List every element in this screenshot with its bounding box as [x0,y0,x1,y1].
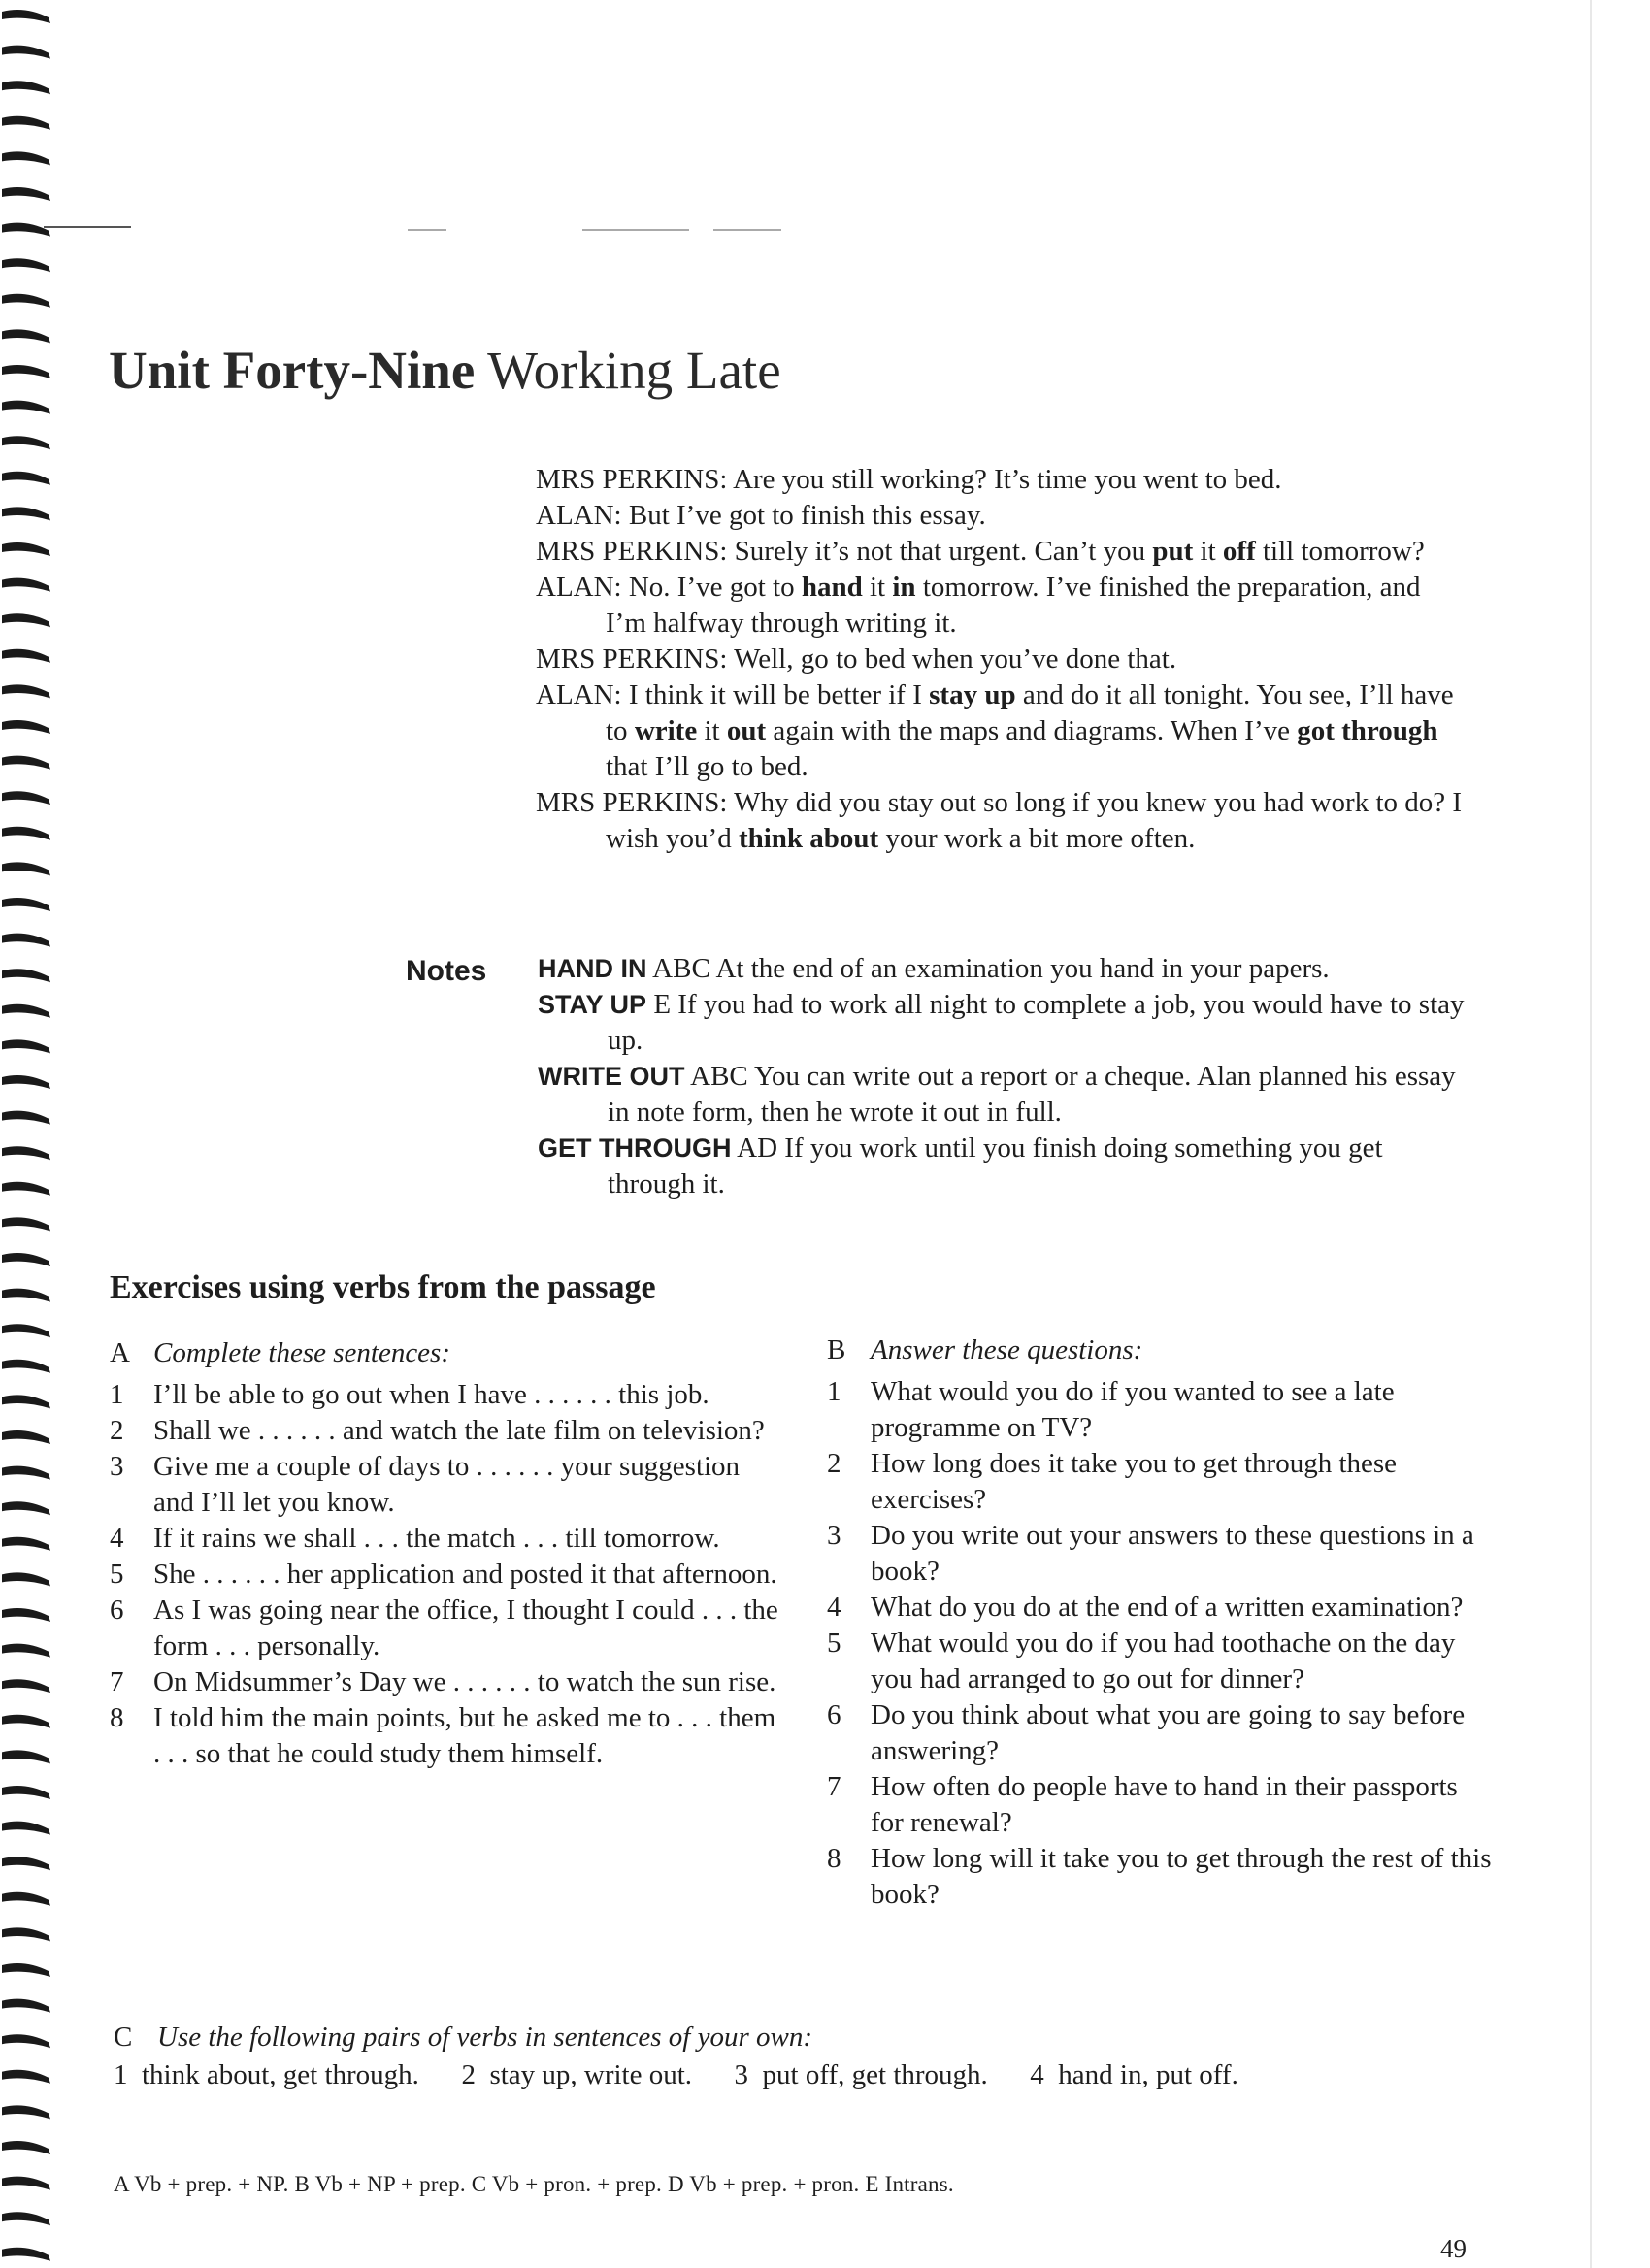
spiral-coil [2,116,50,130]
speaker-name: ALAN: [536,500,622,531]
note-text: If you had to work all night to complete a job, you would have to stay up. [608,989,1465,1056]
dialogue-text: again with the maps and diagrams. When I’ve [766,715,1298,746]
spiral-coil [2,898,50,911]
note-verb: GET THROUGH [538,1134,732,1163]
spiral-coil [2,791,50,805]
phrasal-verb-highlight: out [726,715,767,746]
speaker-name: ALAN: [536,679,622,710]
item-text: What would you do if you wanted to see a late programme on TV? [871,1376,1395,1443]
dialogue-turn [536,462,1468,498]
exercise-item [827,1446,1497,1518]
spiral-coil [2,2070,50,2084]
section-letter: C [114,2021,133,2053]
item-number: 7 [110,1666,124,1697]
spiral-coil [2,2034,50,2048]
dialogue-turn [536,534,1468,570]
spiral-coil [2,1750,50,1763]
pair-number: 2 [461,2059,476,2090]
item-number: 5 [827,1627,842,1659]
spiral-coil [2,1146,50,1160]
spiral-coil [2,1715,50,1728]
note-text: At the end of an examination you hand in your papers. [715,953,1330,984]
spiral-coil [2,436,50,449]
spiral-coil [2,2105,50,2119]
note-codes: AD [737,1133,778,1164]
pair-text: stay up, write out. [489,2059,693,2090]
item-text: If it rains we shall . . . the match . . . till tomorrow. [153,1523,720,1554]
dialogue-text: But I’ve got to finish this essay. [628,500,986,531]
item-text: I’ll be able to go out when I have . . . . . . this job. [153,1379,710,1410]
item-text: How long will it take you to get through the rest of this book? [871,1843,1492,1910]
spiral-coil [2,1537,50,1551]
exercises-heading: Exercises using verbs from the passage [110,1269,656,1305]
scan-mark [408,229,446,231]
note-verb: STAY UP [538,990,647,1019]
spiral-coil [2,1466,50,1480]
spiral-coil [2,401,50,414]
note-codes: E [653,989,672,1020]
spiral-coil [2,46,50,59]
dialogue-text: Surely it’s not that urgent. Can’t you [734,536,1153,567]
item-text: Do you think about what you are going to say before answering? [871,1699,1466,1766]
item-text: I told him the main points, but he asked me to . . . them . . . so that he could study them himself. [153,1702,776,1769]
note-codes: ABC [652,953,710,984]
spiral-coil [2,1786,50,1799]
dialogue-text: and do it all tonight. You see, I’ll have to [606,679,1454,746]
dialogue-text: No. I’ve got to [628,572,802,603]
spiral-coil [2,1360,50,1373]
item-text: Give me a couple of days to . . . . . . your suggestion and I’ll let you know. [153,1451,741,1518]
spiral-coil [2,151,50,165]
exercise-item [110,1593,779,1664]
item-number: 3 [110,1451,124,1482]
spiral-coil [2,2141,50,2154]
spiral-coil [2,934,50,947]
pair-text: put off, get through. [762,2059,988,2090]
section-instruction: Answer these questions: [871,1334,1143,1365]
item-text: Shall we . . . . . . and watch the late film on television? [153,1415,765,1446]
page-number: 49 [1440,2234,1467,2263]
dialogue-text: it [697,715,727,746]
exercise-item [110,1449,779,1521]
spiral-binding [0,0,60,2268]
item-number: 1 [110,1379,124,1410]
section-c-header [114,2019,1472,2056]
spiral-coil [2,827,50,840]
spiral-coil [2,1075,50,1089]
item-number: 2 [110,1415,124,1446]
exercise-item [827,1841,1497,1913]
section-b-header [827,1332,1497,1368]
note-codes: ABC [690,1061,748,1092]
spiral-coil [2,329,50,343]
item-number: 6 [110,1594,124,1626]
verb-pair [461,2059,692,2090]
dialogue-turn [536,785,1468,857]
pair-number: 1 [114,2059,128,2090]
item-text: How often do people have to hand in their passports for renewal? [871,1771,1458,1838]
verb-pairs [114,2056,1472,2094]
scan-mark [713,229,781,231]
pair-text: hand in, put off. [1058,2059,1238,2090]
spiral-coil [2,187,50,201]
notes-list [538,951,1469,1202]
spiral-coil [2,862,50,875]
dialogue-turn [536,498,1468,534]
note-verb: WRITE OUT [538,1062,685,1091]
dialogue-text: tomorrow. I’ve finished the preparation, and I’m halfway through writing it. [606,572,1421,639]
spiral-coil [2,1253,50,1266]
scan-mark [582,229,689,231]
speaker-name: MRS PERKINS: [536,787,728,818]
spiral-coil [2,542,50,556]
phrasal-verb-highlight: in [892,572,916,603]
item-number: 5 [110,1559,124,1590]
spiral-coil [2,613,50,627]
note-text: You can write out a report or a cheque. Alan planned his essay in note form, then he wrote it out in full. [608,1061,1456,1128]
spiral-coil [2,1111,50,1125]
dialogue-passage [536,462,1468,857]
spiral-coil [2,1927,50,1941]
dialogue-turn [536,677,1468,785]
section-a [110,1335,779,1772]
top-rule [44,226,131,228]
phrasal-verb-highlight: hand [801,572,863,603]
item-number: 1 [827,1376,842,1407]
item-text: She . . . . . . her application and posted it that afternoon. [153,1559,777,1590]
speaker-name: MRS PERKINS: [536,464,728,495]
item-number: 7 [827,1771,842,1802]
item-number: 8 [110,1702,124,1733]
note-verb: HAND IN [538,954,647,983]
phrasal-verb-highlight: write [634,715,698,746]
spiral-coil [2,1999,50,2013]
dialogue-text: your work a bit more often. [878,823,1196,854]
verb-pair [1030,2059,1238,2090]
spiral-coil [2,507,50,520]
spiral-coil [2,472,50,485]
spiral-coil [2,294,50,308]
exercise-item [827,1697,1497,1769]
phrasal-verb-highlight: think about [738,823,879,854]
spiral-coil [2,1004,50,1018]
dialogue-text: it [1193,536,1223,567]
phrasal-verb-highlight: stay up [929,679,1016,710]
pair-text: think about, get through. [142,2059,419,2090]
spiral-coil [2,1395,50,1408]
spiral-coil [2,1430,50,1444]
pair-number: 4 [1030,2059,1044,2090]
section-letter: B [827,1334,846,1365]
dialogue-text: I think it will be better if I [628,679,930,710]
item-text: What would you do if you had toothache on the day you had arranged to go out for dinner? [871,1627,1456,1694]
spiral-coil [2,1608,50,1622]
spiral-coil [2,684,50,698]
spiral-coil [2,1289,50,1302]
dialogue-text: till tomorrow? [1255,536,1425,567]
exercise-item [827,1518,1497,1590]
exercise-item [110,1413,779,1449]
spiral-coil [2,756,50,770]
section-b [827,1332,1497,1913]
exercise-item [827,1626,1497,1697]
section-instruction: Use the following pairs of verbs in sentences of your own: [157,2021,812,2053]
note-entry [538,987,1469,1059]
spiral-coil [2,10,50,23]
spiral-coil [2,2248,50,2261]
item-number: 4 [827,1592,842,1623]
exercise-item [110,1664,779,1700]
dialogue-text: it [862,572,893,603]
spiral-coil [2,1217,50,1231]
grammar-key-footnote: A Vb + prep. + NP. B Vb + NP + prep. C Vb + pron. + prep. D Vb + prep. + pron. E Intrans. [114,2172,954,2196]
unit-number: Unit Forty-Nine [109,341,476,400]
exercise-item [110,1700,779,1772]
note-entry [538,951,1469,987]
spiral-coil [2,1644,50,1658]
note-text: If you work until you finish doing something you get through it. [608,1133,1383,1200]
page-title [109,340,781,401]
item-text: How long does it take you to get through these exercises? [871,1448,1398,1515]
pair-number: 3 [734,2059,749,2090]
exercise-item [110,1557,779,1593]
phrasal-verb-highlight: put [1152,536,1194,567]
dialogue-turn [536,641,1468,677]
spiral-coil [2,223,50,237]
note-entry [538,1131,1469,1202]
spiral-coil [2,1857,50,1870]
dialogue-text: Well, go to bed when you’ve done that. [734,643,1177,674]
page-edge [1590,0,1592,2268]
spiral-coil [2,1822,50,1835]
item-text: Do you write out your answers to these questions in a book? [871,1520,1474,1587]
spiral-coil [2,578,50,592]
exercise-item [110,1521,779,1557]
dialogue-turn [536,570,1468,641]
exercise-item [827,1769,1497,1841]
spiral-coil [2,969,50,982]
phrasal-verb-highlight: got through [1297,715,1438,746]
section-a-header [110,1335,779,1371]
speaker-name: ALAN: [536,572,622,603]
verb-pair [735,2059,988,2090]
unit-name: Working Late [487,341,781,400]
spiral-coil [2,1572,50,1586]
item-number: 3 [827,1520,842,1551]
dialogue-text: Are you still working? It’s time you went to bed. [733,464,1282,495]
spiral-coil [2,1963,50,1977]
section-letter: A [110,1337,130,1368]
spiral-coil [2,2177,50,2190]
speaker-name: MRS PERKINS: [536,643,728,674]
exercise-item [827,1590,1497,1626]
spiral-coil [2,1324,50,1337]
note-entry [538,1059,1469,1131]
section-instruction: Complete these sentences: [153,1337,451,1368]
spiral-coil [2,1182,50,1196]
spiral-coil [2,81,50,94]
notes-label: Notes [406,955,487,987]
spiral-coil [2,365,50,378]
phrasal-verb-highlight: off [1222,536,1256,567]
exercise-item [827,1374,1497,1446]
spiral-coil [2,1679,50,1693]
dialogue-text: Why did you stay out so long if you knew you had work to do? I wish you’d [606,787,1463,854]
spiral-coil [2,1039,50,1053]
item-number: 8 [827,1843,842,1874]
item-text: What do you do at the end of a written examination? [871,1592,1464,1623]
exercise-item [110,1377,779,1413]
spiral-coil [2,649,50,663]
item-number: 6 [827,1699,842,1730]
dialogue-text: that I’ll go to bed. [606,751,808,782]
verb-pair [114,2059,419,2090]
item-text: On Midsummer’s Day we . . . . . . to watch the sun rise. [153,1666,776,1697]
item-number: 2 [827,1448,842,1479]
spiral-coil [2,720,50,734]
spiral-coil [2,1501,50,1515]
spiral-coil [2,2212,50,2225]
item-number: 4 [110,1523,124,1554]
speaker-name: MRS PERKINS: [536,536,728,567]
spiral-coil [2,1892,50,1906]
item-text: As I was going near the office, I thought I could . . . the form . . . personally. [153,1594,778,1661]
section-c [114,2019,1472,2094]
spiral-coil [2,258,50,272]
